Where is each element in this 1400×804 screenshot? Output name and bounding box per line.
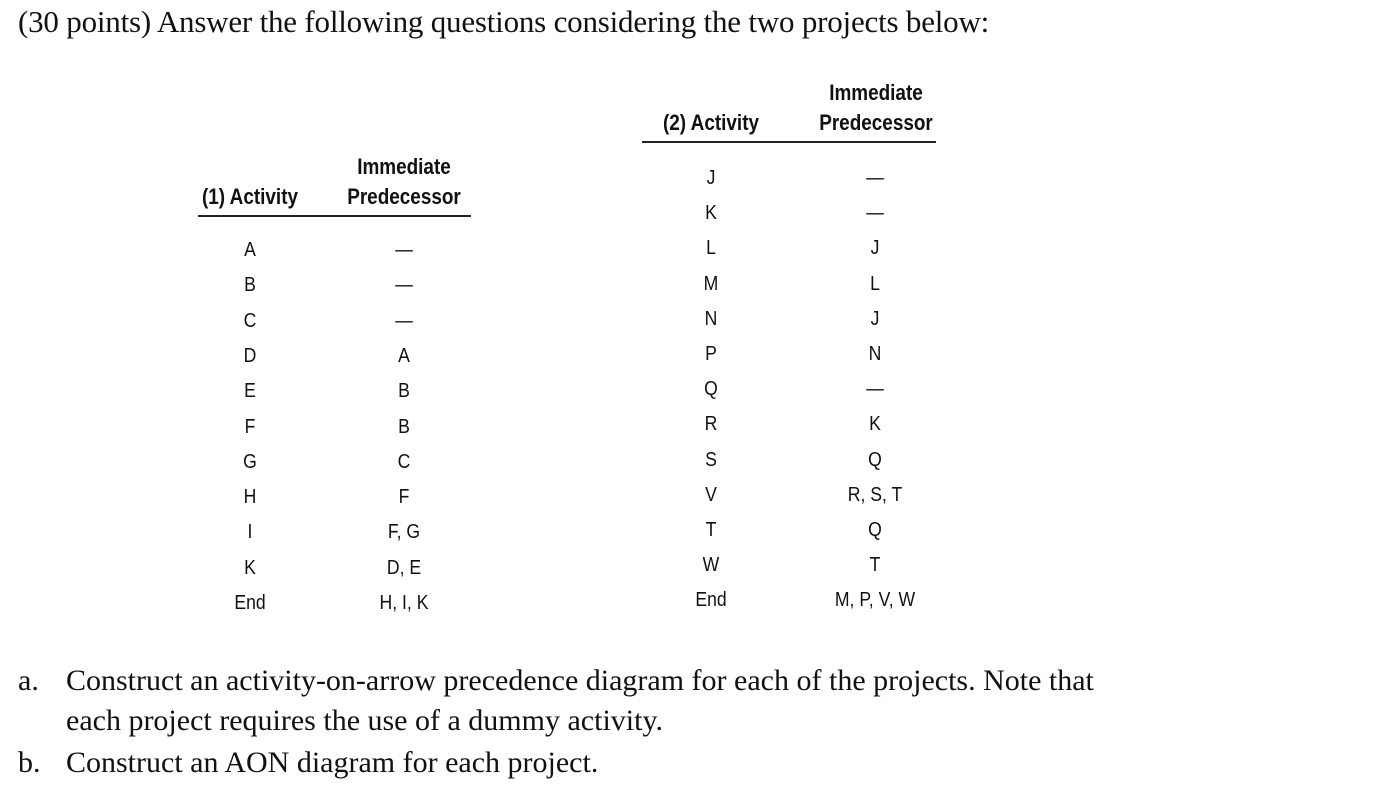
project1-activity-cell: E: [244, 380, 256, 403]
project1-activity-cell: End: [234, 592, 266, 614]
project1-predecessor-cell: —: [395, 239, 413, 261]
project1-activity-cell: B: [244, 274, 256, 297]
project1-predecessor-cell: C: [397, 450, 411, 473]
project2-predecessor-cell: N: [868, 343, 882, 365]
project2-activity-cell: S: [705, 448, 717, 471]
project1-col-pred-line1: Immediate: [357, 154, 451, 179]
project1-predecessor-cell: D, E: [386, 556, 422, 579]
project1-predecessor-cell: —: [395, 274, 413, 297]
project2-predecessor-cell: Q: [868, 448, 882, 471]
project1-col-pred-line2: Predecessor: [347, 184, 461, 209]
project2-predecessor-cell: J: [870, 237, 880, 260]
question-header: (30 points) Answer the following questions considering the two projects below:: [18, 4, 990, 39]
project2-predecessor-cell: R, S, T: [847, 483, 903, 506]
project2-activity-cell: Q: [704, 378, 718, 401]
project1-header-rule: [198, 215, 471, 217]
project2-predecessor-cell: T: [869, 554, 881, 577]
project2-predecessor-cell: K: [869, 413, 881, 436]
project1-activity-cell: H: [243, 486, 257, 509]
question-b-line1: Construct an AON diagram for each project.: [66, 746, 599, 779]
project2-predecessor-cell: Q: [868, 519, 882, 541]
project2-predecessor-cell: M, P, V, W: [834, 589, 916, 612]
project1-activity-cell: G: [243, 450, 257, 473]
project2-predecessor-cell: J: [870, 307, 880, 330]
project1-col-activity: (1) Activity: [201, 184, 299, 209]
project1-predecessor-cell: F: [398, 486, 410, 509]
project2-activity-cell: End: [695, 589, 727, 612]
project2-predecessor-cell: L: [870, 272, 880, 295]
project2-predecessor-cell: —: [866, 167, 884, 189]
project1-activity-cell: C: [243, 309, 257, 332]
project2-activity-cell: L: [706, 237, 716, 260]
project1-predecessor-cell: —: [395, 309, 413, 332]
project1-activity-cell: I: [247, 521, 253, 544]
question-a-line1: Construct an activity-on-arrow precedence diagram for each of the projects. Note that: [66, 664, 1094, 697]
project2-col-activity: (2) Activity: [662, 110, 760, 135]
project1-predecessor-cell: B: [398, 415, 410, 438]
project1-predecessor-cell: A: [398, 344, 410, 367]
project1-predecessor-cell: B: [398, 380, 410, 403]
project1-activity-cell: F: [244, 415, 256, 438]
project2-predecessor-cell: —: [866, 202, 884, 225]
project2-activity-cell: K: [705, 202, 717, 225]
project2-predecessor-cell: —: [866, 378, 884, 401]
question-b-label: b.: [18, 746, 41, 779]
project1-predecessor-cell: F, G: [387, 521, 421, 544]
project1-predecessor-cell: H, I, K: [379, 592, 429, 614]
project2-col-pred-line2: Predecessor: [819, 110, 933, 135]
project2-activity-cell: J: [706, 167, 716, 189]
project2-activity-cell: W: [702, 554, 720, 577]
project2-activity-cell: R: [704, 413, 718, 436]
project2-col-pred-line1: Immediate: [829, 80, 923, 105]
project1-activity-cell: A: [244, 239, 256, 261]
question-a-label: a.: [18, 664, 39, 697]
project1-activity-cell: D: [243, 344, 257, 367]
project2-activity-cell: T: [705, 519, 717, 541]
project2-activity-cell: N: [704, 307, 718, 330]
project2-activity-cell: P: [705, 343, 717, 365]
project2-activity-cell: V: [705, 483, 717, 506]
project2-activity-cell: M: [703, 272, 719, 295]
question-a-line2: each project requires the use of a dummy activity.: [66, 704, 663, 737]
project1-activity-cell: K: [244, 556, 256, 579]
project2-header-rule: [642, 141, 936, 143]
